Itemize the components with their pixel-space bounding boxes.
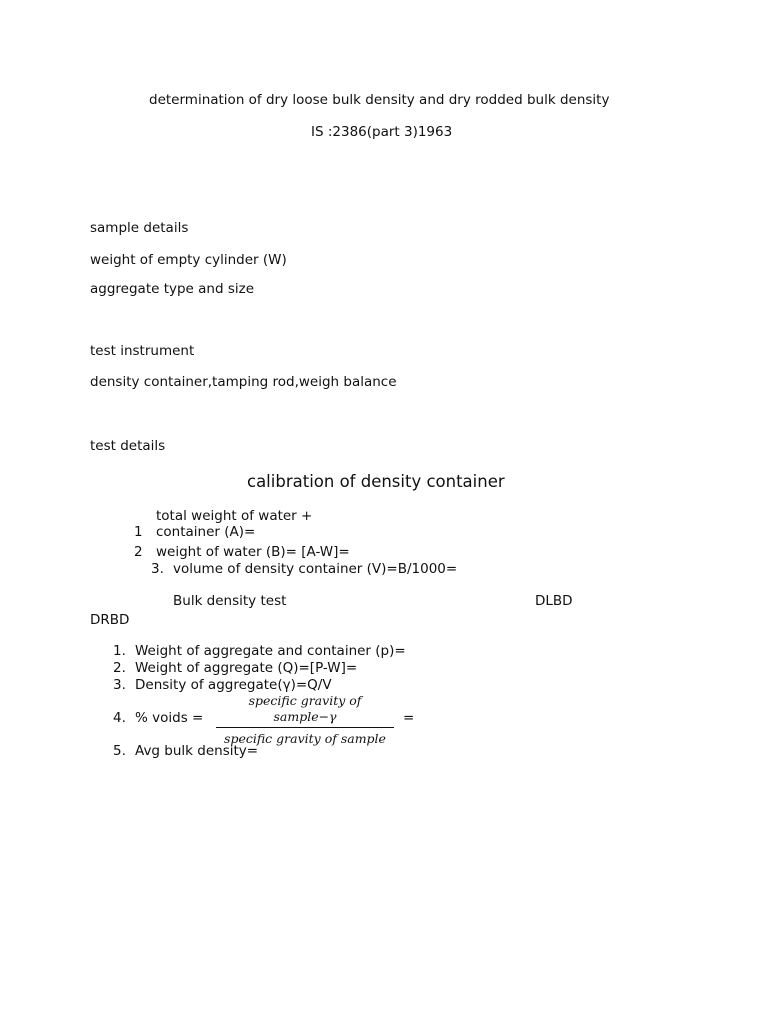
bulk-item-3-text: Density of aggregate(γ)=Q/V [135,677,332,693]
test-details-heading: test details [90,438,166,454]
doc-title: determination of dry loose bulk density and dry rodded bulk density [149,92,610,108]
calibration-item-3-number: 3. [151,561,164,577]
voids-numerator: specific gravity of sample−γ [248,693,362,724]
bulk-item-2-number: 2. [113,660,126,676]
drbd-column-label: DRBD [90,612,130,628]
calibration-item-2-text: weight of water (B)= [A-W]= [156,544,350,560]
calibration-heading: calibration of density container [247,472,505,491]
dlbd-column-label: DLBD [535,593,573,609]
voids-denominator: specific gravity of sample [224,731,386,746]
bulk-item-5-text: Avg bulk density= [135,743,259,759]
calibration-item-2-number: 2 [134,544,143,560]
bulk-item-4-text: % voids = [135,710,204,726]
bulk-item-1-text: Weight of aggregate and container (p)= [135,643,406,659]
bulk-item-1-number: 1. [113,643,126,659]
sample-weight-line: weight of empty cylinder (W) [90,252,287,268]
bulk-item-3-number: 3. [113,677,126,693]
sample-details-heading: sample details [90,220,189,236]
calibration-item-1-number: 1 [134,524,143,540]
bulk-item-4-number: 4. [113,710,126,726]
test-instrument-heading: test instrument [90,343,195,359]
sample-aggregate-line: aggregate type and size [90,281,255,297]
bulk-density-label: Bulk density test [173,593,287,609]
calibration-item-1-line1: total weight of water + [156,508,313,524]
test-instrument-line: density container,tamping rod,weigh balance [90,374,397,390]
doc-standard: IS :2386(part 3)1963 [311,124,453,140]
calibration-item-3-text: volume of density container (V)=B/1000= [173,561,458,577]
calibration-item-1-line2: container (A)= [156,524,256,540]
voids-fraction [216,693,394,747]
bulk-item-2-text: Weight of aggregate (Q)=[P-W]= [135,660,358,676]
bulk-item-5-number: 5. [113,743,126,759]
bulk-item-4-equals: = [403,710,415,726]
